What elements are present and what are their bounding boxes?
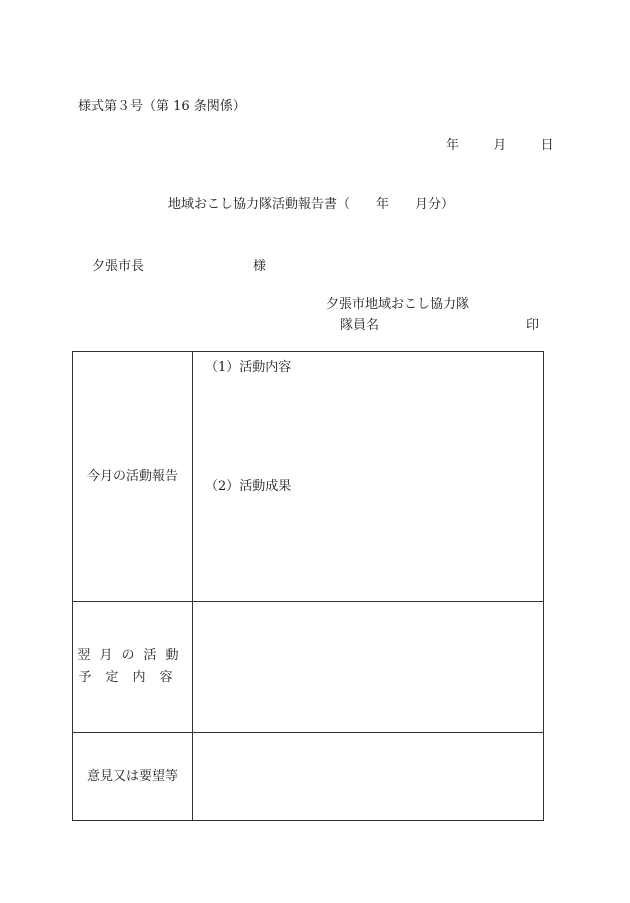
date-day-label: 日: [540, 138, 554, 153]
seal-mark: 印: [526, 318, 540, 333]
honorific: 様: [253, 259, 267, 274]
addressee: 夕張市長: [92, 259, 145, 274]
next-month-plan-label: [73, 602, 193, 732]
date-month-label: 月: [493, 138, 507, 153]
document-title: 地域おこし協力隊活動報告書（ 年 月分）: [168, 197, 455, 212]
date-line: [446, 134, 554, 153]
activity-content-item: （1）活動内容: [205, 360, 292, 375]
monthly-report-content[interactable]: [193, 352, 543, 601]
next-month-plan-label-line1: 翌月の活動: [77, 648, 188, 663]
table-row-monthly-report: [73, 352, 543, 602]
activity-result-item: （2）活動成果: [205, 479, 292, 494]
opinions-label: 意見又は要望等: [73, 733, 193, 820]
next-month-plan-content[interactable]: [193, 602, 543, 732]
organization-name: 夕張市地域おこし協力隊: [326, 297, 470, 312]
opinions-content[interactable]: [193, 733, 543, 820]
monthly-report-label: 今月の活動報告: [73, 352, 193, 601]
date-year-label: 年: [446, 138, 460, 153]
report-table: [72, 351, 544, 821]
next-month-plan-label-line2: 予定内容: [78, 670, 187, 685]
table-row-opinions: [73, 733, 543, 820]
table-row-next-month-plan: [73, 602, 543, 733]
form-number: 様式第３号（第 16 条関係）: [78, 99, 246, 114]
member-name-label: 隊員名: [340, 318, 380, 333]
